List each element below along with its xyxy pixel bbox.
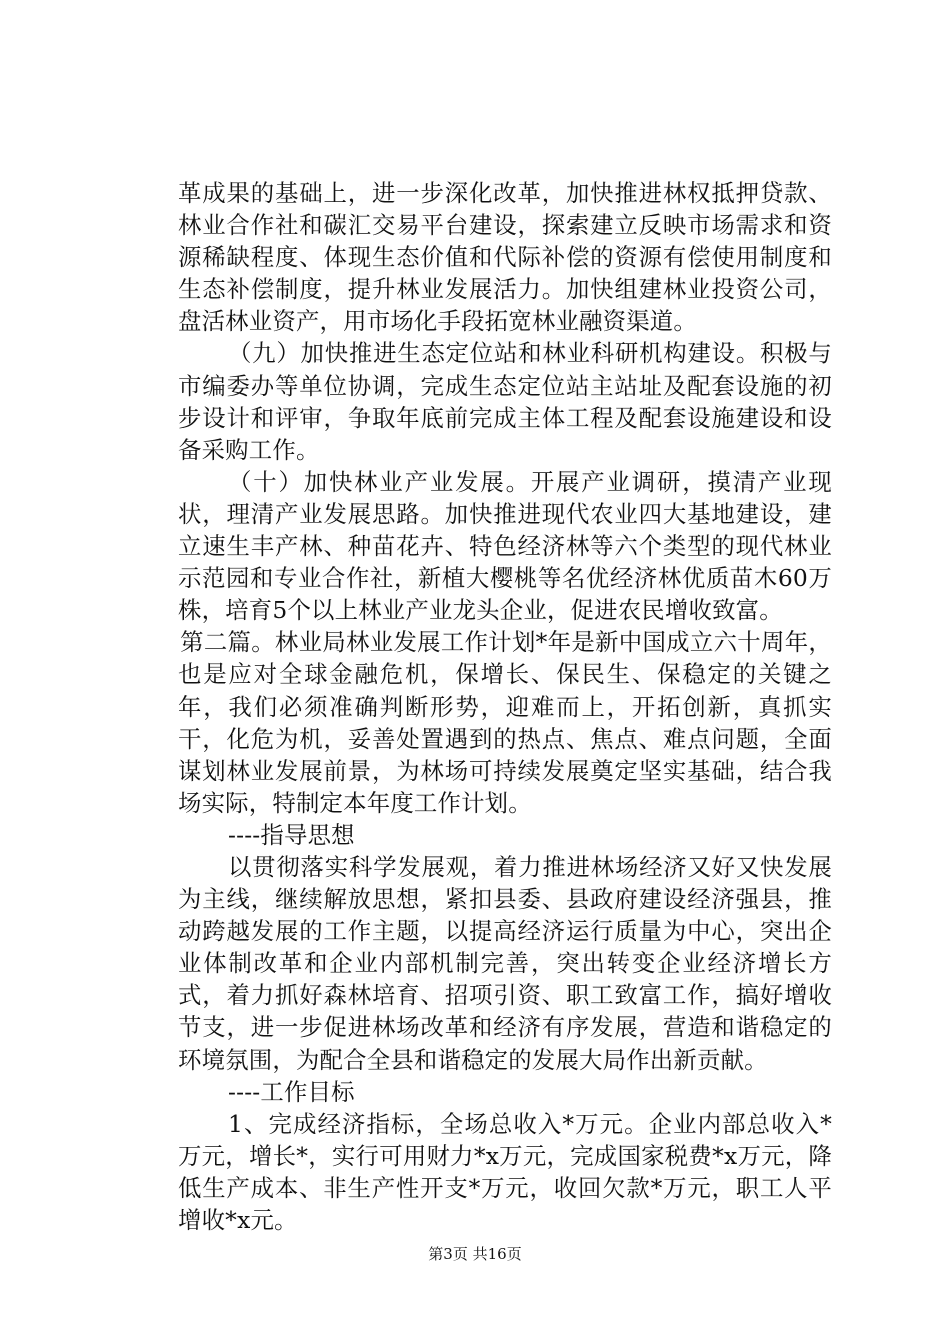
heading-work-goals: ----工作目标 xyxy=(228,1077,355,1106)
paragraph-economic-targets: 1、完成经济指标，全场总收入*万元。企业内部总收入*万元，增长*，实行可用财力*x万元，完成国家税费*x万元，降低生产成本、非生产性开支*万元，收回欠款*万元，职工人平增收*x元。 xyxy=(178,1109,832,1234)
paragraph-guiding-thought: 以贯彻落实科学发展观，着力推进林场经济又好又快发展为主线，继续解放思想，紧扣县委、县政府建设经济强县，推动跨越发展的工作主题，以提高经济运行质量为中心，突出企业体制改革和企业内部机制完善，突出转变企业经济增长方式，着力抓好森林培育、招项引资、职工致富工作，搞好增收节支，进一步促进林场改革和经济有序发展，营造和谐稳定的环境氛围，为配合全县和谐稳定的发展大局作出新贡献。 xyxy=(178,852,832,1074)
page-footer: 第3页 共16页 xyxy=(428,1245,522,1263)
paragraph-chapter-2 xyxy=(178,626,832,819)
paragraph-chapter-2-text: 第二篇。林业局林业发展工作计划*年是新中国成立六十周年，也是应对全球金融危机，保增长、保民生、保稳定的关键之年，我们必须准确判断形势，迎难而上，开拓创新，真抓实干，化危为机，妥善处置遇到的热点、焦点、难点问题，全面谋划林业发展前景，为林场可持续发展奠定坚实基础，结合我场实际，特制定本年度工作计划。 xyxy=(178,628,832,817)
paragraph-section-9: （九）加快推进生态定位站和林业科研机构建设。积极与市编委办等单位协调，完成生态定位站主站址及配套设施的初步设计和评审，争取年底前完成主体工程及配套设施建设和设备采购工作。 xyxy=(178,339,832,464)
heading-guiding-thought: ----指导思想 xyxy=(228,820,355,849)
paragraph-section-10: （十）加快林业产业发展。开展产业调研，摸清产业现状，理清产业发展思路。加快推进现代农业四大基地建设，建立速生丰产林、种苗花卉、特色经济林等六个类型的现代林业示范园和专业合作社，新植大樱桃等名优经济林优质苗木60万株，培育5个以上林业产业龙头企业，促进农民增收致富。 xyxy=(178,467,832,625)
document-body xyxy=(178,177,832,1236)
paragraph-continuation: 革成果的基础上，进一步深化改革，加快推进林权抵押贷款、林业合作社和碳汇交易平台建设，探索建立反映市场需求和资源稀缺程度、体现生态价值和代际补偿的资源有偿使用制度和生态补偿制度，提升林业发展活力。加快组建林业投资公司，盘活林业资产，用市场化手段拓宽林业融资渠道。 xyxy=(178,179,832,336)
